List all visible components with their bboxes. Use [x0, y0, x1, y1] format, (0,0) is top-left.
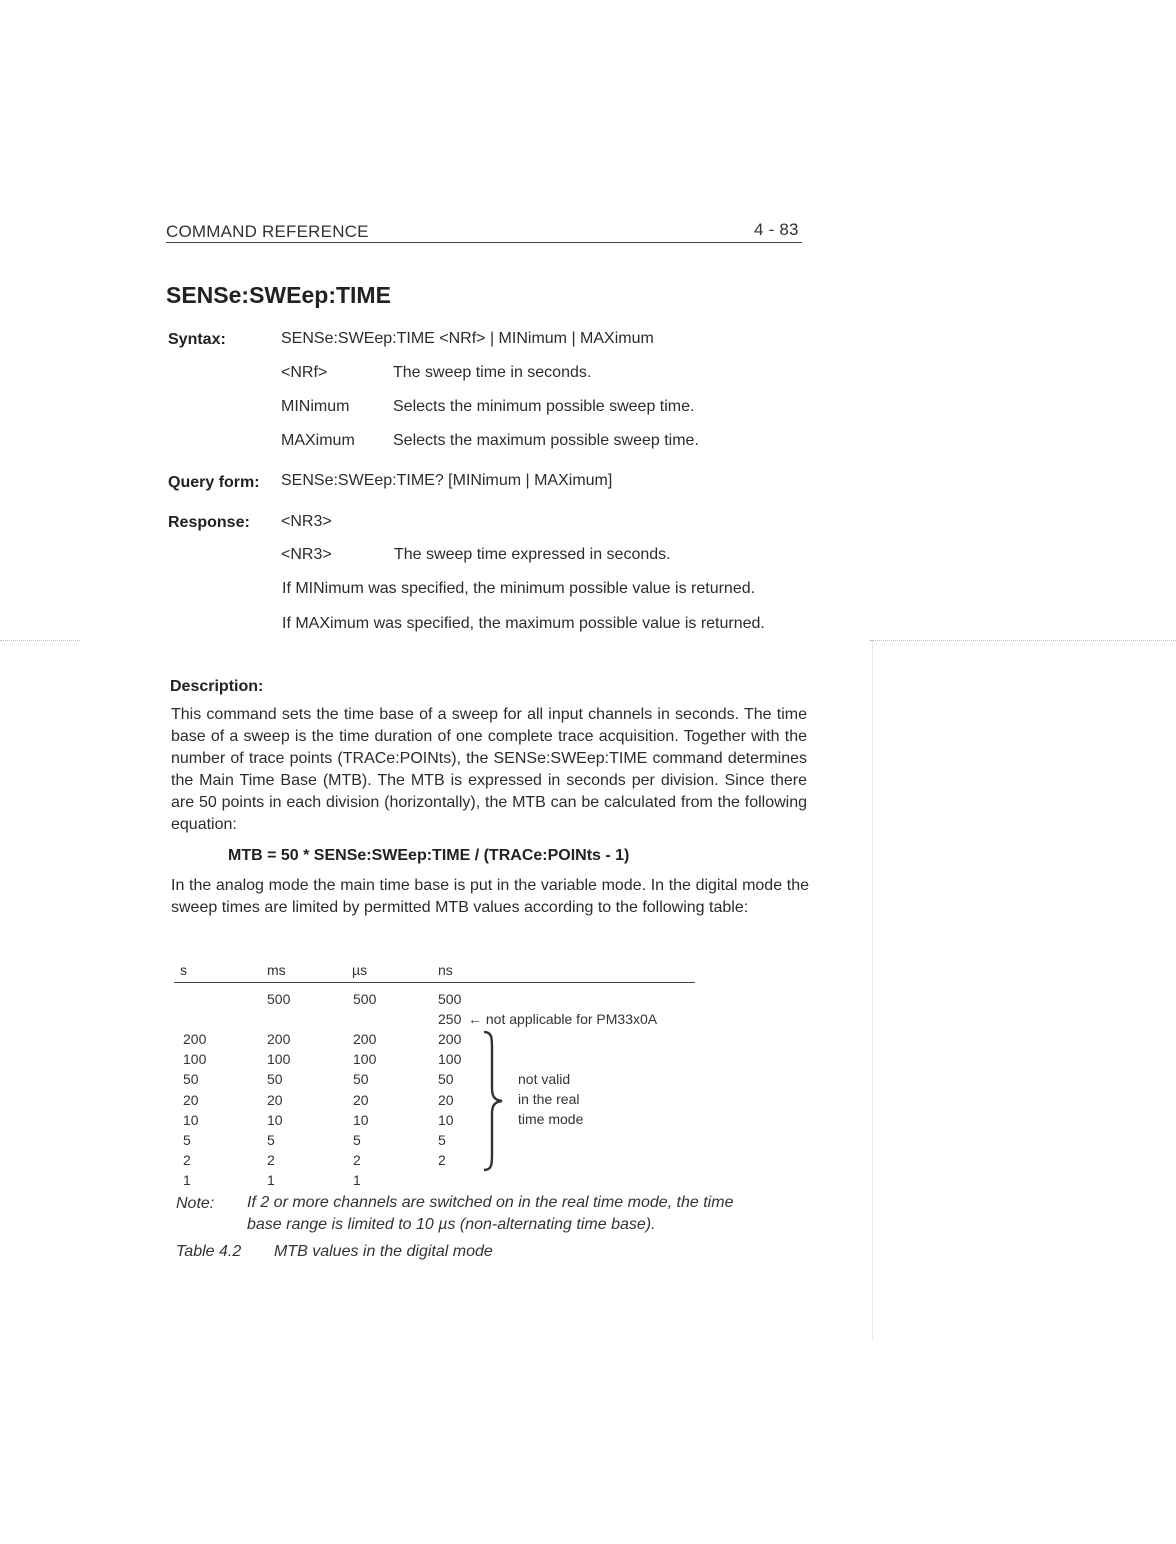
table-cell: 2: [267, 1151, 275, 1168]
table-cell: 500: [438, 991, 462, 1007]
table-cell: 100: [183, 1051, 207, 1068]
table-header-us: µs: [352, 962, 368, 978]
table-header-ns: ns: [438, 962, 453, 978]
param-desc: Selects the maximum possible sweep time.: [393, 432, 699, 449]
table-cell: 1: [183, 1171, 191, 1188]
table-cell: 5: [183, 1131, 191, 1148]
table-cell: 20: [183, 1091, 199, 1108]
table-cell: 100: [438, 1051, 462, 1068]
param-desc: Selects the minimum possible sweep time.: [393, 398, 695, 415]
table-cell: 200: [438, 1031, 462, 1048]
brace-note-line: in the real: [518, 1091, 580, 1107]
response-label: Response:: [168, 514, 250, 531]
mtb-equation: MTB = 50 * SENSe:SWEep:TIME / (TRACe:POINts - 1): [228, 847, 630, 864]
table-cell: 10: [438, 1111, 454, 1128]
param-name: <NRf>: [281, 364, 328, 381]
table-cell: 1: [353, 1171, 361, 1188]
table-caption-text: MTB values in the digital mode: [274, 1243, 493, 1260]
table-cell: 50: [183, 1071, 199, 1088]
table-cell: 10: [353, 1111, 369, 1128]
scan-artifact: [872, 640, 873, 1340]
query-command: SENSe:SWEep:TIME? [MINimum | MAXimum]: [281, 472, 613, 489]
right-brace-icon: [480, 1030, 506, 1172]
syntax-label: Syntax:: [168, 331, 226, 348]
brace-note-line: time mode: [518, 1111, 584, 1127]
table-cell: 10: [267, 1111, 283, 1128]
note-text-line: base range is limited to 10 µs (non-alternating time base).: [247, 1216, 656, 1233]
table-cell: 1: [267, 1171, 275, 1188]
table-cell: 500: [267, 991, 291, 1007]
table-header-s: s: [180, 962, 187, 978]
row-250-note: ← not applicable for PM33x0A: [468, 1011, 658, 1027]
table-cell: 100: [267, 1051, 291, 1068]
table-cell: 50: [353, 1071, 369, 1088]
table-header-ms: ms: [267, 962, 286, 978]
syntax-command: SENSe:SWEep:TIME <NRf> | MINimum | MAXimum: [281, 330, 654, 347]
note-label: Note:: [176, 1195, 215, 1212]
note-text-line: If 2 or more channels are switched on in the real time mode, the time: [247, 1194, 734, 1211]
table-cell: 250: [438, 1011, 462, 1028]
page-number: 4 - 83: [754, 220, 799, 239]
param-name: MINimum: [281, 398, 350, 415]
scan-artifact: [870, 640, 1176, 641]
table-cell: 50: [438, 1071, 454, 1088]
table-cell: 200: [267, 1031, 291, 1048]
description-paragraph: This command sets the time base of a sweep for all input channels in seconds. The time base of a sweep is the time duration of one complete trace acquisition. Together with the number of trace points (TRACe:POINts), the SENSe:SWEep:TIME command determines the Main Time Base (MTB). The MTB is expressed in seconds per division. Since there are 50 points in each division (horizontally), the MTB can be calculated from the following equation:: [171, 706, 807, 833]
table-cell: 10: [183, 1111, 199, 1128]
table-rule: [174, 982, 695, 983]
table-cell: 20: [438, 1091, 454, 1108]
table-cell: 2: [183, 1151, 191, 1168]
table-cell: 20: [353, 1091, 369, 1108]
brace-note-line: not valid: [518, 1071, 571, 1087]
table-cell: 2: [353, 1151, 361, 1168]
scan-artifact: [0, 640, 80, 641]
description-label: Description:: [170, 678, 264, 695]
header-rule: [166, 242, 802, 243]
table-cell: 200: [183, 1031, 207, 1048]
response-type: <NR3>: [281, 513, 332, 530]
table-cell: 200: [353, 1031, 377, 1048]
table-cell: 50: [267, 1071, 283, 1088]
response-param-desc: The sweep time expressed in seconds.: [394, 546, 671, 563]
table-caption-label: Table 4.2: [176, 1243, 242, 1260]
page-title: SENSe:SWEep:TIME: [166, 282, 391, 308]
description-paragraph-2: In the analog mode the main time base is put in the variable mode. In the digital mode the sweep times are limited by permitted MTB values according to the following table:: [171, 877, 809, 916]
param-desc: The sweep time in seconds.: [393, 364, 592, 381]
table-cell: 5: [267, 1131, 275, 1148]
table-cell: 2: [438, 1151, 446, 1168]
param-name: MAXimum: [281, 432, 355, 449]
table-cell: 100: [353, 1051, 377, 1068]
table-cell: 5: [353, 1131, 361, 1148]
table-cell: 500: [353, 991, 377, 1007]
response-min-note: If MINimum was specified, the minimum possible value is returned.: [282, 580, 756, 597]
query-label: Query form:: [168, 474, 260, 491]
table-cell: 5: [438, 1131, 446, 1148]
running-header-section: COMMAND REFERENCE: [166, 222, 369, 241]
table-cell: 20: [267, 1091, 283, 1108]
response-max-note: If MAXimum was specified, the maximum possible value is returned.: [282, 615, 765, 632]
response-param-name: <NR3>: [281, 546, 332, 563]
